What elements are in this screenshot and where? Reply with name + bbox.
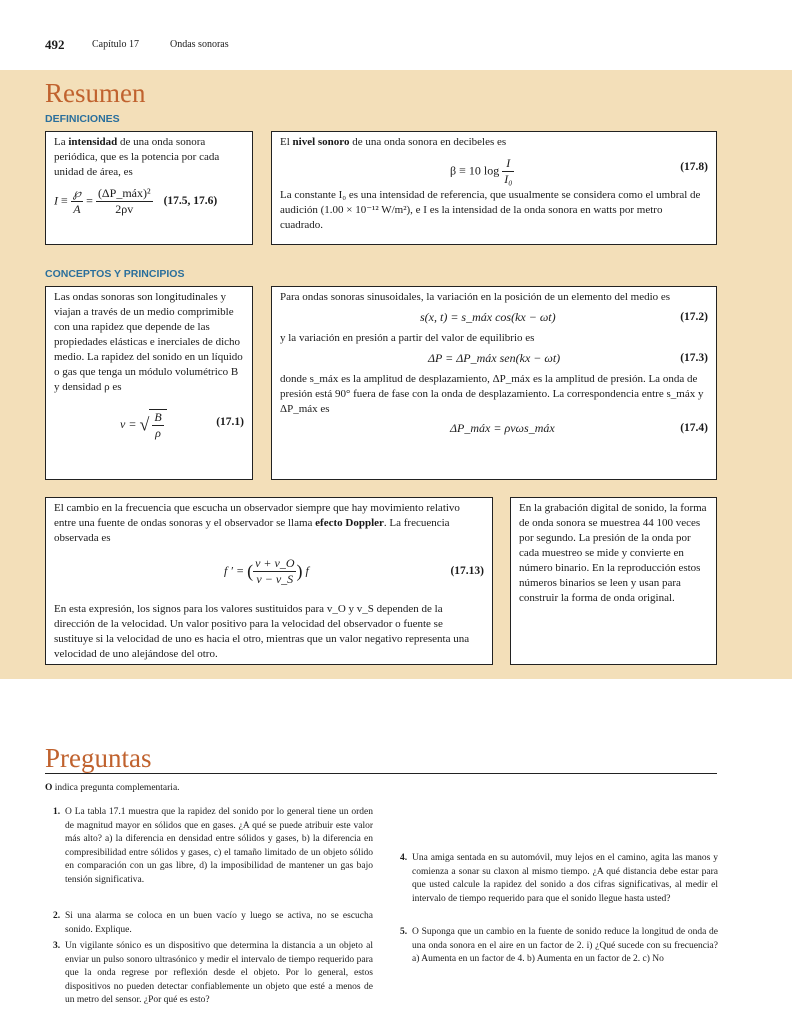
longitudinal-box <box>45 286 253 480</box>
sound-level-box: El nivel sonoro de una onda sonora en decibeles es β ≡ 10 log $\frac{I}{\text{I₀}}$ (17.8) La constante I₀ es una intensidad de referencia, que usualmente se considera como el umbral de audición (1.00 × 10⁻¹² W/m²), e I es la intensidad de la onda sonora en watts por metro cuadrado. <box>271 131 717 245</box>
doppler-term: efecto Doppler <box>315 517 384 529</box>
intensity-box: La intensidad de una onda sonora periódica, que es la potencia por cada unidad de área, es I ≡ $\frac{℘}{A}$ = $\frac{\text{(ΔP\_máx)²}}{2\rho v}$ (17.5, 17.6) <box>45 131 253 245</box>
summary-title: Resumen <box>45 78 146 108</box>
questions-column-right <box>400 806 718 1016</box>
digital-recording-text: En la grabación digital de sonido, la forma de onda sonora se muestrea 44 100 veces por segundo. La presión de la onda por cada muestreo se mide y convierte en número binario. En la reproducción estos números binarios se leen y usan para construir la forma de onda original. <box>519 502 707 604</box>
questions-divider <box>45 773 717 774</box>
doppler-equation: f ′ = ( $\frac{v + v\_O}{v - v\_S}$ ) f (17.13) <box>224 556 484 586</box>
sinusoidal-box: Para ondas sonoras sinusoidales, la variación en la posición de un elemento del medio es s(x, t) = s_máx cos(kx − ωt) (17.2) y la variación en presión a partir del valor de equilibrio es ΔP = ΔP_máx sen(kx − ωt) (17.3) donde s_máx es la amplitud de desplazamiento, ΔP_máx es la amplitud de presión. La onda de presión está 90° fuera de fase con la onda de desplazamiento. La correspondencia entre s_máx y ΔP_máx es ΔP_máx = ρvωs_máx (17.4) <box>271 286 717 480</box>
equation-number: (17.8) <box>680 161 708 173</box>
equation-number: (17.5, 17.6) <box>163 195 218 208</box>
question-item: 2. Si una alarma se coloca en un buen vacío y luego se activa, no se escucha sonido. Explique. <box>53 911 373 935</box>
questions-title: Preguntas <box>45 743 152 773</box>
doppler-box: El cambio en la frecuencia que escucha un observador siempre que hay movimiento relativo entre una fuente de ondas sonoras y el observador se llama efecto Doppler. La frecuencia observada es f ′ = ( $\frac{v + v\_O}{v - v\_S}$ ) f (17.13) En esta expresión, los signos para los valores sustituidos para v_O y v_S dependen de la dirección de la velocidad. Un valor positivo para la velocidad del observador o fuente se sustituye si la velocidad de uno es hacia el otro, mientras que un valor negativo representa una velocidad de uno alejándose del otro. <box>45 497 493 665</box>
question-item: 5. O Suponga que un cambio en la fuente de sonido reduce la longitud de onda de una onda sonora en el aire en un factor de 2. i) ¿Qué sucede con su frecuencia? a) Aumenta en un factor de 4. b) Aumenta en un factor de 2. c) No <box>400 927 718 965</box>
concepts-label: CONCEPTOS Y PRINCIPIOS <box>45 268 185 280</box>
equation-number: (17.2) <box>680 311 708 323</box>
sound-level-note: La constante I₀ es una intensidad de referencia, que usualmente se considera como el umbral de audición (1.00 × 10⁻¹² W/m²), e I es la intensidad de la onda sonora en watts por metro cuadrado. <box>280 189 701 231</box>
intensity-term: intensidad <box>68 136 118 148</box>
questions-column-left <box>53 806 373 1016</box>
equation-number: (17.13) <box>450 565 484 577</box>
chapter-title: Ondas sonoras <box>170 39 229 50</box>
intensity-equation: I ≡ $\frac{℘}{A}$ = $\frac{\text{(ΔP\_máx)²}}{2\rho v}$ (17.5, 17.6) <box>54 186 218 216</box>
question-item: 1. O La tabla 17.1 muestra que la rapidez del sonido por lo general tiene un orden de magnitud mayor en sólidos que en gases. ¿A qué se puede atribuir este valor más alto? a) la diferencia en densidad entre sólidos y gases, b) la diferencia en compresibilidad entre sólidos y gases, c) el tamaño limitado de un objeto sólido en comparación con un gas libre, d) la imposibilidad de mantener un gas bajo tensión significativa. <box>53 807 373 885</box>
amplitude-equation: ΔP_máx = ρvωs_máx <box>450 421 555 435</box>
digital-recording-box <box>510 497 717 665</box>
speed-equation: v = √ $\frac{B}{\rho}$ (17.1) <box>120 410 244 440</box>
pressure-equation: ΔP = ΔP_máx sen(kx − ωt) <box>428 351 561 365</box>
question-item: 3. Un vigilante sónico es un dispositivo que determina la distancia a un objeto al enviar un pulso sonoro ultrasónico y medir el intervalo de tiempo requerido para que la onda regrese por reflexión desde el objeto. Por lo general, estos dispositivos no pueden detectar confiablemente un objeto que esté a menos de un metro del sensor. ¿Por qué es esto? <box>53 941 373 1006</box>
equation-number: (17.1) <box>216 416 244 428</box>
chapter-label: Capítulo 17 <box>92 39 139 50</box>
questions-note: O indica pregunta complementaria. <box>45 783 180 793</box>
displacement-equation: s(x, t) = s_máx cos(kx − ωt) <box>420 310 556 324</box>
equation-number: (17.4) <box>680 422 708 434</box>
page-number: 492 <box>45 37 65 52</box>
longitudinal-text: Las ondas sonoras son longitudinales y viajan a través de un medio comprimible con una rapidez que depende de las propiedades elásticas e inerciales de dicho medio. La rapidez del sonido en un líquido o gas que tenga un módulo volumétrico B y densidad ρ es <box>54 291 243 393</box>
definitions-label: DEFINICIONES <box>45 113 120 125</box>
sound-level-term: nivel sonoro <box>292 136 350 148</box>
sound-level-equation: β ≡ 10 log $\frac{I}{\text{I₀}}$ (17.8) <box>450 156 708 186</box>
equation-number: (17.3) <box>680 352 708 364</box>
question-item: 4. Una amiga sentada en su automóvil, muy lejos en el camino, agita las manos y comienza a sonar su claxon al mismo tiempo. ¿A qué distancia debe estar para que usted calcule la rapidez del sonido a dos cifras significativas, al medir el intervalo de tiempo requerido para que el sonido llegue hasta usted? <box>400 853 718 904</box>
doppler-note: En esta expresión, los signos para los valores sustituidos para v_O y v_S dependen de la dirección de la velocidad. Un valor positivo para la velocidad del observador o fuente se sustituye si la velocidad de uno es hacia el otro, mientras que un valor negativo representa una velocidad de uno alejándose del otro. <box>54 603 470 660</box>
